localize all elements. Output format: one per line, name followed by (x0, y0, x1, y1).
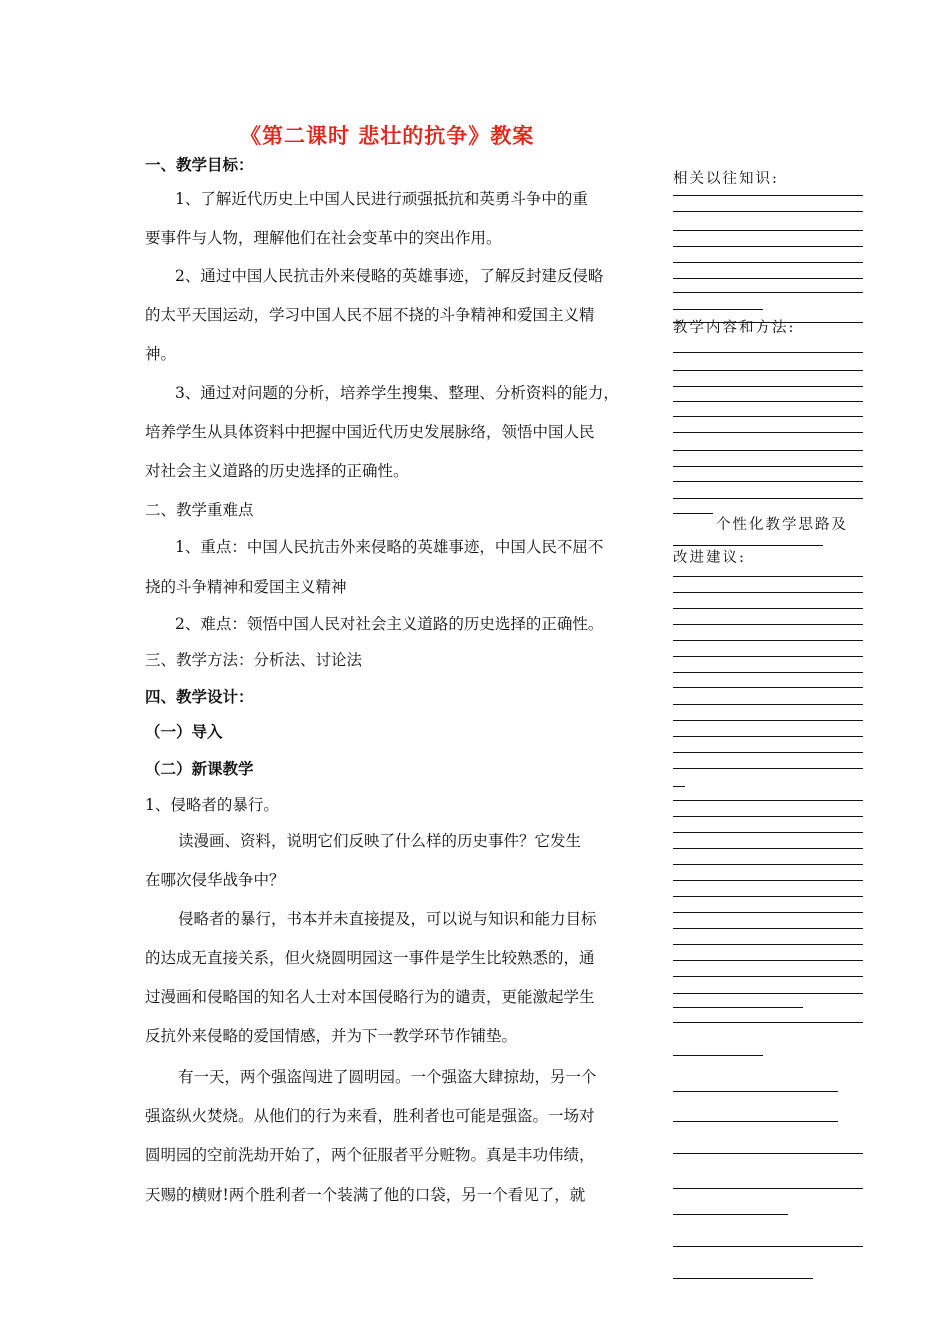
blank-line (673, 195, 863, 196)
blank-line (673, 912, 863, 913)
blank-line (673, 704, 863, 705)
blank-line (673, 278, 863, 279)
blank-line (673, 976, 863, 977)
blank-line (673, 309, 763, 310)
blank-line (673, 386, 863, 387)
blank-line (673, 416, 863, 417)
blank-line (673, 322, 863, 323)
body-line: 2、难点：领悟中国人民对社会主义道路的历史选择的正确性。 (175, 615, 604, 633)
blank-line (673, 896, 863, 897)
body-line: 挠的斗争精神和爱国主义精神 (145, 578, 347, 596)
body-line: （二）新课教学 (145, 759, 254, 778)
blank-line (673, 848, 863, 849)
blank-line (673, 1022, 863, 1023)
body-line: 1、侵略者的暴行。 (145, 796, 279, 814)
body-line: 培养学生从具体资料中把握中国近代历史发展脉络，领悟中国人民 (145, 423, 595, 441)
blank-line (673, 370, 863, 371)
blank-line (673, 768, 863, 769)
blank-line (673, 576, 863, 577)
body-line: 过漫画和侵略国的知名人士对本国侵略行为的谴责，更能激起学生 (145, 988, 595, 1006)
body-line: 侵略者的暴行，书本并未直接提及，可以说与知识和能力目标 (178, 910, 597, 928)
blank-line (673, 352, 863, 353)
body-line: 2、通过中国人民抗击外来侵略的英雄事迹，了解反封建反侵略 (175, 267, 604, 285)
blank-line (673, 944, 863, 945)
body-line: 四、教学设计： (145, 687, 254, 706)
blank-line (673, 262, 863, 263)
blank-line (673, 481, 863, 482)
blank-line (673, 292, 863, 293)
body-line: 有一天，两个强盗闯进了圆明园。一个强盗大肆掠劫，另一个 (178, 1068, 597, 1086)
blank-line (673, 656, 863, 657)
blank-line (673, 466, 863, 467)
body-line: 三、教学方法：分析法、讨论法 (145, 651, 363, 669)
blank-line (673, 672, 863, 673)
blank-line (673, 993, 863, 994)
blank-line (673, 736, 863, 737)
blank-line (673, 608, 863, 609)
blank-line (673, 401, 863, 402)
sidebar-label-personalized: 个性化教学思路及 (716, 517, 848, 533)
body-line: 圆明园的空前洗劫开始了，两个征服者平分赃物。真是丰功伟绩， (145, 1146, 595, 1164)
blank-line (673, 640, 863, 641)
blank-line (673, 1278, 813, 1279)
blank-line (673, 864, 863, 865)
body-line: 强盗纵火焚烧。从他们的行为来看，胜利者也可能是强盗。一场对 (145, 1107, 595, 1125)
blank-line (673, 1121, 838, 1122)
blank-line (673, 816, 863, 817)
blank-line (673, 832, 863, 833)
body-line: 读漫画、资料，说明它们反映了什么样的历史事件？它发生 (178, 832, 582, 850)
document-title: 《第二课时 悲壮的抗争》教案 (240, 123, 535, 148)
blank-line (673, 960, 863, 961)
body-line: 二、教学重难点 (145, 501, 254, 519)
sidebar-label-content-method: 教学内容和方法: (673, 320, 796, 336)
blank-line (673, 720, 863, 721)
blank-line (673, 880, 863, 881)
body-line: 1、了解近代历史上中国人民进行顽强抵抗和英勇斗争中的重 (175, 190, 588, 208)
blank-line (673, 513, 713, 514)
body-line: 在哪次侵华战争中？ (145, 871, 285, 889)
body-line: 1、重点：中国人民抗击外来侵略的英雄事迹，中国人民不屈不 (175, 538, 604, 556)
blank-line (673, 1246, 863, 1247)
blank-line (673, 450, 863, 451)
blank-line (673, 1007, 803, 1008)
blank-line (673, 624, 863, 625)
body-line: 要事件与人物，理解他们在社会变革中的突出作用。 (145, 229, 502, 247)
sidebar-label-prior-knowledge: 相关以往知识: (673, 171, 779, 187)
blank-line (673, 545, 823, 546)
blank-line (673, 230, 863, 231)
body-line: 反抗外来侵略的爱国情感，并为下一教学环节作铺垫。 (145, 1027, 518, 1045)
body-line: 神。 (145, 345, 177, 363)
blank-line (673, 432, 863, 433)
body-line: 的太平天国运动，学习中国人民不屈不挠的斗争精神和爱国主义精 (145, 306, 595, 324)
blank-line (673, 687, 863, 688)
blank-line (673, 1091, 838, 1092)
blank-line (673, 211, 863, 212)
blank-line (673, 752, 863, 753)
blank-line (673, 498, 863, 499)
body-line: 天赐的横财!两个胜利者一个装满了他的口袋，另一个看见了，就 (145, 1186, 586, 1204)
blank-line (673, 1188, 863, 1189)
blank-line (673, 1214, 788, 1215)
blank-line (673, 1055, 763, 1056)
blank-line (673, 786, 685, 787)
sidebar-label-suggestions: 改进建议: (673, 550, 746, 566)
blank-line (673, 928, 863, 929)
body-line: 3、通过对问题的分析，培养学生搜集、整理、分析资料的能力， (175, 384, 619, 402)
body-line: 一、教学目标： (145, 155, 254, 174)
body-line: （一）导入 (145, 722, 223, 741)
blank-line (673, 592, 863, 593)
body-line: 的达成无直接关系，但火烧圆明园这一事件是学生比较熟悉的，通 (145, 949, 595, 967)
body-line: 对社会主义道路的历史选择的正确性。 (145, 462, 409, 480)
blank-line (673, 800, 863, 801)
blank-line (673, 1153, 863, 1154)
blank-line (673, 246, 863, 247)
